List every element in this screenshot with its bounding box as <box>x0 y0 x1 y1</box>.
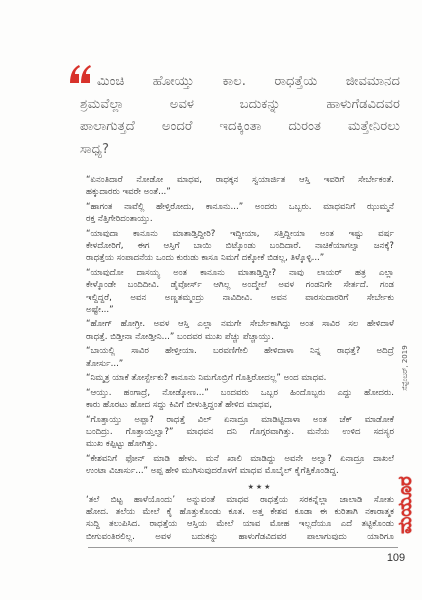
paragraph <box>86 387 394 412</box>
text-line: ಉಂಟಾ ವಿಚಾರ್ಸು...” ಅಪ್ಪ ಹೇಳಿ ಮುಗಿಸುವುದರೊಳಗೆ ಮಾಧವ ಮೊಬೈಲ್ ಕೈಗೆತ್ತಿಕೊಂಡಿದ್ದ. <box>86 466 339 477</box>
text-line: ಸುದ್ದಿ ತಲುಪಿಸಿದ. ರಾಧತ್ತೆಯ ಆಸ್ತಿಯ ಮೇಲೆ ಯಾವ ಮೋಹ ಇಲ್ಲದೆಯೂ ಎದೆ ತಟ್ಟಿಕೊಂಡು <box>86 519 394 530</box>
text-line: ಹೋದ. ತಲೆಯ ಮೇಲೆ ಕೈ ಹೊತ್ತುಕೊಂಡು ಕೂತ. ಅತ್ತ ಕೇಶವ ಕೂಡಾ ಈ ಕುರಿತಾಗಿ ನಕಾರಾತ್ಮಕ <box>86 507 394 518</box>
issue-date: ಸೆಪ್ಟೆಂಬರ್, 2019 <box>401 345 409 391</box>
text-line: “ಏನಂತಿದಾರೆ ನೋಡೋ ಮಾಧವ, ರಾಧಕ್ಕನ ಸ್ವಯಾರ್ಜಿತ ಆಸ್ತಿ ಇವರಿಗೆ ಸೇರ್ಬೇಕಂತೆ. <box>86 175 394 185</box>
text-line: ರಕ್ತ ನೆತ್ತಿಗೇರಿದಂತಾಯ್ತು. <box>86 214 153 225</box>
text-line: “ಕೇಶವನಿಗೆ ಫೋನ್ ಮಾಡಿ ಹೇಳು. ಮನೆ ಖಾಲಿ ಮಾಡಿದ್ದು ಅವನೇ ಅಲ್ವಾ? ಏನಾದ್ರೂ ದಾಖಲೆ <box>86 453 394 464</box>
text-line: ‘ತಲೆ ಬಿಟ್ಟ ಹಾಳೆಯೊಂದು’ ಅನ್ನುವಂತೆ ಮಾಧವ ರಾಧತ್ತೆಯ ಸರಕನ್ನೆಲ್ಲಾ ಜಾಲಾಡಿ ಸೋತು <box>86 494 394 505</box>
text-line: “ಯಾವುದೋ ದಾಸಯ್ಯ ಅಂತ ಕಾನೂನು ಮಾತಾಡ್ತಿದ್ದೀ? ನಾವು ಲಾಯರ್ ಹತ್ರ ಎಲ್ಲಾ <box>86 267 394 278</box>
magazine-logo: ಮಯೂರ <box>395 476 416 534</box>
paragraph <box>86 494 394 543</box>
text-line: ರಾಧತ್ತೆಯ ಸಂಪಾದನೆಯ ಒಂದು ಕುರುಡು ಕಾಸೂ ನಿಮಗೆ ದಕ್ಕೋಕೆ ಬಿಡಲ್ಲ, ತಿಳ್ಕೊಳ್ಳಿ...” <box>86 253 325 264</box>
text-line: ಇಲ್ದಿದ್ದರೆ, ಅವನ ಅಣ್ಣತಮ್ಮಂದ್ರು ನಾವಿದೀವಿ. ಅವನ ವಾರಸುದಾರರಿಗೆ ಸೇರ್ಬೇಕು <box>86 292 394 303</box>
text-line: ಮುಖ ಕಪ್ಪಿಟ್ಟು ಹೋಗಿತ್ತು. <box>86 439 158 450</box>
text-line: ಹಕ್ಕುದಾರರು ಇವರೇ ಅಂತೆ...” <box>86 187 171 198</box>
text-line: “ಯಾವುದಾ ಕಾನೂನು ಮಾತಾಡ್ತಿದ್ದೀರಿ? ಇದ್ದೀಯಾ, ಸತ್ತಿದ್ದೀಯಾ ಅಂತ ಇಷ್ಟು ವರ್ಷ <box>86 228 394 239</box>
text-line: ಬಂದಿದ್ರು. ಗೊತ್ತಾಯ್ತಲ್ವಾ?” ಮಾಧವನ ದನಿ ಗೊಗ್ಗರವಾಗಿತ್ತು. ಮನೆಯ ಉಳಿದ ಸದಸ್ಯರ <box>86 427 394 438</box>
article-body <box>86 174 394 545</box>
page-number: 109 <box>386 552 406 564</box>
paragraph <box>86 453 394 478</box>
paragraph <box>86 318 394 343</box>
text-line: ಕೇಳ್ಕೊಂಡೇ ಬಂದಿದೀವಿ. ಡೈವೋರ್ಸ್ ಆಗಿಲ್ಲ ಅಂದ್ಮೇಲೆ ಅವಳ ಗಂಡನಿಗೇ ಸೇರ್ತದೆ. ಗಂಡ <box>86 280 394 291</box>
text-line: ಅಷ್ಟೇ...” <box>86 304 114 315</box>
paragraph <box>86 228 394 265</box>
text-line: ಕಾರು ಹೊರಟು ಹೋದ ಸದ್ದು ಕಿವಿಗೆ ಬೀಳುತ್ತಿದ್ದಂತೆ ಹೇಳಿದ ಮಾಧವ, <box>86 400 272 411</box>
text-line: “ಗೊತ್ತಾಯ್ತು ಅಪ್ಪಾ? ರಾಧತ್ತೆ ವಿಲ್ ಏನಾದ್ರೂ ಮಾಡಿಟ್ಟಿದಾಳಾ ಅಂತ ಚೆಕ್ ಮಾಡೋಕೆ <box>86 414 394 425</box>
text-line: “ನಿಮ್ಮತ್ರ ಯಾಕೆ ತೋರ್ಸ್ಬೇಕು? ಕಾನೂನು ನಿಮಗೊಬ್ರಿಗೆ ಗೊತ್ತಿರೋದಲ್ಲ” ಅಂದ ಮಾಧವ. <box>86 373 327 384</box>
text-line: “ಹೋಗ್ ಹೋಗ್ರೀ. ಅವಳ ಆಸ್ತಿ ಎಲ್ಲಾ ನಮಗೇ ಸೇರ್ಬೇಕಾಗಿದ್ದು ಅಂತ ಸಾವಿರ ಸಲ ಹೇಳಿದಾಳೆ <box>86 319 394 330</box>
paragraph <box>86 174 394 199</box>
pull-quote <box>80 71 400 161</box>
paragraph <box>86 372 394 384</box>
text-line: ಕೇಳದೋರಿಗೆ, ಈಗ ಆಸ್ತಿಗೆ ಬಾಯಿ ಬಿಟ್ಕೊಂಡು ಬಂದಿದಾರೆ. ನಾಚಿಕೆಯಾಗಲ್ವಾ ಜನಕ್ಕೆ? <box>86 241 394 252</box>
paragraph <box>86 267 394 316</box>
text-line: “ಆಯ್ತು. ಹಂಗಾದ್ರೆ, ನೋಡ್ಕೋಣ...” ಬಂದವರು ಒಬ್ಬರ ಹಿಂದೊಬ್ಬರು ಎದ್ದು ಹೋದರು. <box>86 387 394 398</box>
pull-quote-line: ಪಾಲಾಗುತ್ತದೆ ಅಂದರೆ ಇದಕ್ಕಿಂತಾ ದುರಂತ ಮತ್ತೇನಿರಲು <box>80 119 400 135</box>
text-line: ರಾಧತ್ತೆ. ಬಿಡ್ತೀನಾ ನೋಡ್ತೀನಿ...” ಬಂದವರ ಮುಖ ಪೆಚ್ಚು ಪೆಚ್ಚಾಯ್ತು. <box>86 331 274 342</box>
pull-quote-line: ಸಾಧ್ಯ? <box>80 141 109 157</box>
paragraph <box>86 345 394 370</box>
footer-rule <box>88 547 398 548</box>
section-separator: ★★★ <box>247 482 273 491</box>
text-line: “ಹಾಗಂತ ನಾವೆಲ್ಲಿ ಹೇಳ್ತಿರೋದು, ಕಾನೂನು...” ಅಂದರು ಒಬ್ಬರು. ಮಾಧವನಿಗೆ ಝುಮ್ಮನೆ <box>86 201 394 212</box>
pull-quote-line: ಮಿಂಚಿ ಹೋಯ್ತು ಕಾಲ. ರಾಧತ್ತೆಯ ಜೀವಮಾನದ <box>97 74 400 89</box>
paragraph <box>86 201 394 226</box>
text-line: ತೋರ್ಸು...” <box>86 358 124 369</box>
paragraph <box>86 414 394 451</box>
pull-quote-line: ಶ್ರಮವೆಲ್ಲಾ ಅವಳ ಬದುಕನ್ನು ಹಾಳುಗೆಡವಿದವರ <box>80 96 400 112</box>
text-line: ಬೀಗುವಂತಿರಲಿಲ್ಲ. ಅವಳ ಬದುಕನ್ನು ಹಾಳುಗೆಡವಿದವರ ಪಾಲಾಗುವುದು ಯಾರಿಗೂ <box>86 531 394 542</box>
text-line: “ಬಾಯಲ್ಲಿ ಸಾವಿರ ಹೇಳ್ತೀಯಾ. ಬರವಣಿಗೇಲಿ ಹೇಳಿದಾಳಾ ನಿನ್ನ ರಾಧತ್ತೆ? ಅದಿದ್ರೆ <box>86 346 394 357</box>
